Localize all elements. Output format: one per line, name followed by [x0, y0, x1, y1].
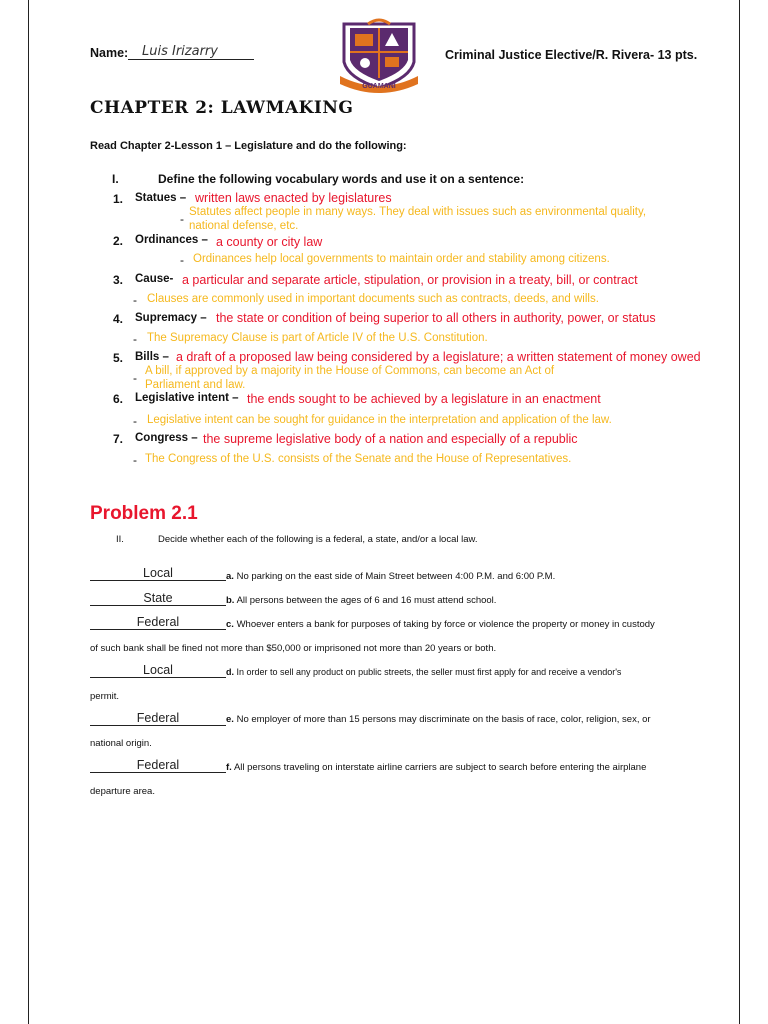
vocab-definition: a particular and separate article, stipulation, or provision in a treaty, bill, or contract — [182, 273, 638, 287]
name-label: Name: — [90, 46, 129, 60]
law-letter: b. — [226, 595, 235, 606]
answer-blank: Local — [90, 566, 226, 581]
answer-blank: Federal — [90, 615, 226, 630]
law-statement — [226, 619, 655, 630]
law-text: Whoever enters a bank for purposes of taking by force or violence the property or money in custody — [236, 619, 655, 630]
school-crest-icon — [338, 18, 420, 94]
vocab-dash: - — [180, 253, 184, 267]
vocab-sentence: national defense, etc. — [189, 220, 299, 232]
vocab-term: Statues – — [135, 192, 187, 204]
vocab-number: 4. — [113, 312, 124, 326]
vocab-number: 3. — [113, 273, 124, 287]
vocab-number: 7. — [113, 432, 124, 446]
vocab-number: 5. — [113, 351, 124, 365]
law-text-continued: of such bank shall be fined not more than $50,000 or imprisoned not more than 20 years or both. — [90, 643, 497, 654]
law-letter: c. — [226, 619, 234, 630]
vocab-sentence: Legislative intent can be sought for guidance in the interpretation and application of the law. — [147, 414, 612, 426]
vocab-term: Legislative intent – — [135, 392, 239, 404]
law-text: In order to sell any product on public streets, the seller must first apply for and receive a vendor's — [236, 667, 622, 677]
name-value: Luis Irizarry — [128, 44, 254, 60]
law-text: No parking on the east side of Main Street between 4:00 P.M. and 6:00 P.M. — [236, 571, 556, 582]
vocab-term: Cause- — [135, 273, 174, 285]
law-statement — [226, 714, 651, 725]
law-letter: f. — [226, 762, 232, 773]
vocab-number: 1. — [113, 192, 124, 206]
section-1-number: I. — [112, 172, 119, 186]
vocab-definition: a draft of a proposed law being considered by a legislature; a written statement of money owed — [176, 350, 701, 364]
law-text: No employer of more than 15 persons may discriminate on the basis of race, color, religion, sex, or — [236, 714, 651, 725]
vocab-dash: - — [133, 293, 137, 307]
vocab-sentence: Clauses are commonly used in important documents such as contracts, deeds, and wills. — [147, 293, 599, 305]
vocab-dash: - — [180, 212, 184, 226]
vocab-number: 2. — [113, 234, 124, 248]
vocab-term: Congress – — [135, 432, 198, 444]
law-text-continued: departure area. — [90, 786, 155, 797]
vocab-term: Bills – — [135, 351, 169, 363]
law-statement — [226, 667, 621, 677]
law-letter: a. — [226, 571, 234, 582]
instructions: Read Chapter 2-Lesson 1 – Legislature and do the following: — [90, 140, 407, 152]
vocab-definition: written laws enacted by legislatures — [195, 191, 392, 205]
answer-blank: Federal — [90, 758, 226, 773]
course-title: Criminal Justice Elective/R. Rivera- 13 pts. — [445, 48, 698, 62]
vocab-term: Ordinances – — [135, 234, 208, 246]
crest-label: GUAMANI — [362, 83, 396, 90]
vocab-sentence: A bill, if approved by a majority in the House of Commons, can become an Act of — [145, 365, 555, 377]
vocab-definition: the ends sought to be achieved by a legislature in an enactment — [247, 392, 601, 406]
vocab-dash: - — [133, 371, 137, 385]
law-text-continued: permit. — [90, 691, 120, 702]
vocab-definition: the state or condition of being superior to all others in authority, power, or status — [216, 311, 656, 325]
answer-blank: State — [90, 591, 226, 606]
vocab-sentence: The Supremacy Clause is part of Article IV of the U.S. Constitution. — [147, 332, 488, 344]
vocab-sentence: The Congress of the U.S. consists of the Senate and the House of Representatives. — [145, 453, 572, 465]
vocab-sentence: Statutes affect people in many ways. They deal with issues such as environmental quality, — [189, 206, 647, 218]
vocab-dash: - — [133, 332, 137, 346]
problem-title: Problem 2.1 — [90, 503, 198, 524]
vocab-dash: - — [133, 414, 137, 428]
section-1-title: Define the following vocabulary words and use it on a sentence: — [158, 172, 525, 186]
law-statement — [226, 571, 555, 582]
law-letter: d. — [226, 667, 234, 677]
vocab-sentence: Parliament and law. — [145, 379, 246, 391]
law-text-continued: national origin. — [90, 738, 152, 749]
law-statement — [226, 595, 496, 606]
vocab-definition: the supreme legislative body of a nation and especially of a republic — [203, 432, 578, 446]
law-letter: e. — [226, 714, 234, 725]
vocab-number: 6. — [113, 392, 124, 406]
answer-blank: Local — [90, 663, 226, 678]
law-statement — [226, 762, 646, 773]
vocab-term: Supremacy – — [135, 312, 207, 324]
chapter-title: CHAPTER 2: LAWMAKING — [90, 98, 354, 118]
section-2-title: Decide whether each of the following is a federal, a state, and/or a local law. — [158, 534, 478, 545]
vocab-sentence: Ordinances help local governments to maintain order and stability among citizens. — [193, 253, 610, 265]
vocab-dash: - — [133, 453, 137, 467]
vocab-definition: a county or city law — [216, 235, 323, 249]
law-text: All persons traveling on interstate airline carriers are subject to search before entering the airplane — [233, 762, 647, 773]
law-text: All persons between the ages of 6 and 16 must attend school. — [236, 595, 497, 606]
answer-blank: Federal — [90, 711, 226, 726]
section-2-number: II. — [116, 534, 124, 545]
